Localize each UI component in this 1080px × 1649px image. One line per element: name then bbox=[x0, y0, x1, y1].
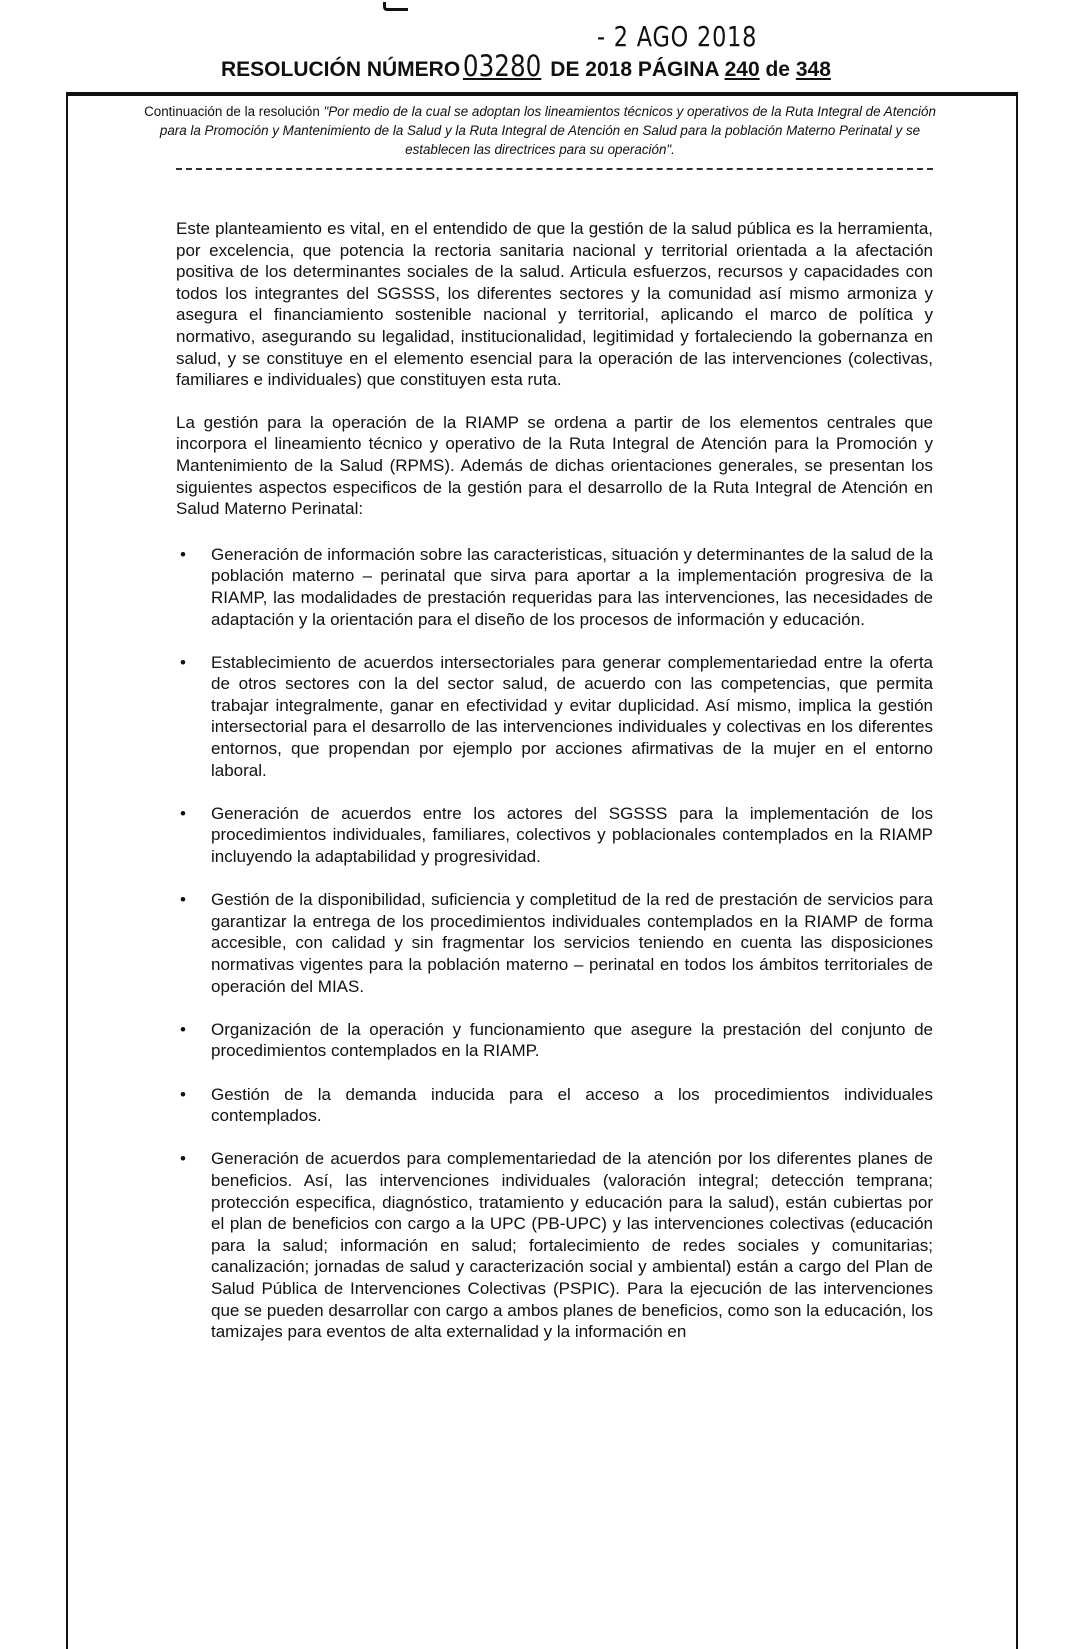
paragraph: Este planteamiento es vital, en el entendido de que la gestión de la salud pública es la herramienta, por excelencia, que potencia la rectoria sanitaria nacional y territorial orientada a la afectación positiva de los determinantes sociales de la salud. Articula esfuerzos, recursos y capacidades con todos los integrantes del SGSSS, los diferentes sectores y la comunidad así mismo armoniza y asegura el financiamiento sostenible nacional y territorial, aplicando el marco de política y normativo, asegurando su legalidad, institucionalidad, legitimidad y fortaleciendo la gobernanza en salud, y se constituye en el elemento esencial para la operación de las intervenciones (colectivas, familiares e individuales) que constituyen esta ruta. bbox=[176, 219, 933, 390]
list-item: • Establecimiento de acuerdos intersectoriales para generar complementariedad entre la oferta de otros sectores con la del sector salud, de acuerdo con las competencias, que permita trabajar integralmente, ganar en efectividad y evitar duplicidad. Así mismo, implica la gestión intersectorial para el desarrollo de las intervenciones individuales y colectivas en los diferentes entornos, que propendan por ejemplo por acciones afirmativas de la mujer en el entorno laboral. bbox=[176, 652, 933, 782]
page-number: 240 bbox=[724, 58, 760, 81]
list-item: • Gestión de la disponibilidad, suficiencia y completitud de la red de prestación de servicios para garantizar la entrega de los procedimientos individuales contemplados en la RIAMP de forma accesible, con calidad y sin fragmentar los servicios teniendo en cuenta las disposiciones normativas vigentes para la población materno – perinatal en todos los ámbitos territoriales de operación del MIAS. bbox=[176, 889, 933, 997]
continuation-lead: Continuación de la resolución bbox=[144, 104, 324, 119]
page-total: 348 bbox=[795, 58, 831, 81]
header-of: de bbox=[765, 58, 790, 81]
bullet-list bbox=[176, 544, 933, 1343]
list-item: • Organización de la operación y funcionamiento que asegure la prestación del conjunto de procedimientos contemplados en la RIAMP. bbox=[176, 1019, 933, 1062]
resolution-number: 03280 bbox=[463, 49, 542, 83]
continuation-note bbox=[130, 102, 950, 159]
header-mid: DE 2018 PÁGINA bbox=[550, 58, 719, 81]
paragraph: La gestión para la operación de la RIAMP se ordena a partir de los elementos centrales que incorpora el lineamiento técnico y operativo de la Ruta Integral de Atención para la Promoción y Mantenimiento de la Salud (RPMS). Además de dichas orientaciones generales, se presentan los siguientes aspectos especificos de la gestión para el desarrollo de la Ruta Integral de Atención en Salud Materno Perinatal: bbox=[176, 412, 933, 519]
list-item: • Gestión de la demanda inducida para el acceso a los procedimientos individuales contemplados. bbox=[176, 1084, 933, 1127]
date-stamp: - 2 AGO 2018 bbox=[597, 20, 758, 53]
resolution-header bbox=[221, 49, 831, 83]
handwritten-mark bbox=[383, 2, 408, 11]
continuation-title: "Por medio de la cual se adoptan los lineamientos técnicos y operativos de la Ruta Integral de Atención para la Promoción y Mantenimiento de la Salud y la Ruta Integral de Atención en Salud para la población Materno Perinatal y se establecen las directrices para su operación". bbox=[159, 104, 936, 157]
list-item: • Generación de acuerdos entre los actores del SGSSS para la implementación de los procedimientos individuales, familiares, colectivos y poblacionales contemplados en la RIAMP incluyendo la adaptabilidad y progresividad. bbox=[176, 803, 933, 868]
separator-line bbox=[176, 168, 933, 170]
document-body bbox=[176, 218, 933, 1364]
list-item: • Generación de información sobre las caracteristicas, situación y determinantes de la salud de la población materno – perinatal que sirva para aportar a la implementación progresiva de la RIAMP, las modalidades de prestación requeridas para las intervenciones, las necesidades de adaptación y la orientación para el diseño de los procesos de información y educación. bbox=[176, 544, 933, 630]
list-item: • Generación de acuerdos para complementariedad de la atención por los diferentes planes de beneficios. Así, las intervenciones individuales (valoración integral; detección temprana; protección especifica, diagnóstico, tratamiento y educación para la salud), están cubiertas por el plan de beneficios con cargo a la UPC (PB-UPC) y las intervenciones colectivas (educación para la salud; información en salud; fortalecimiento de redes sociales y comunitarias; canalización; jornadas de salud y caracterización social y ambiental) están a cargo del Plan de Salud Pública de Intervenciones Colectivas (PSPIC). Para la ejecución de las intervenciones que se pueden desarrollar con cargo a ambos planes de beneficios, como son la educación, los tamizajes para eventos de alta externalidad y la información en bbox=[176, 1148, 933, 1342]
header-prefix: RESOLUCIÓN NÚMERO bbox=[221, 58, 461, 81]
